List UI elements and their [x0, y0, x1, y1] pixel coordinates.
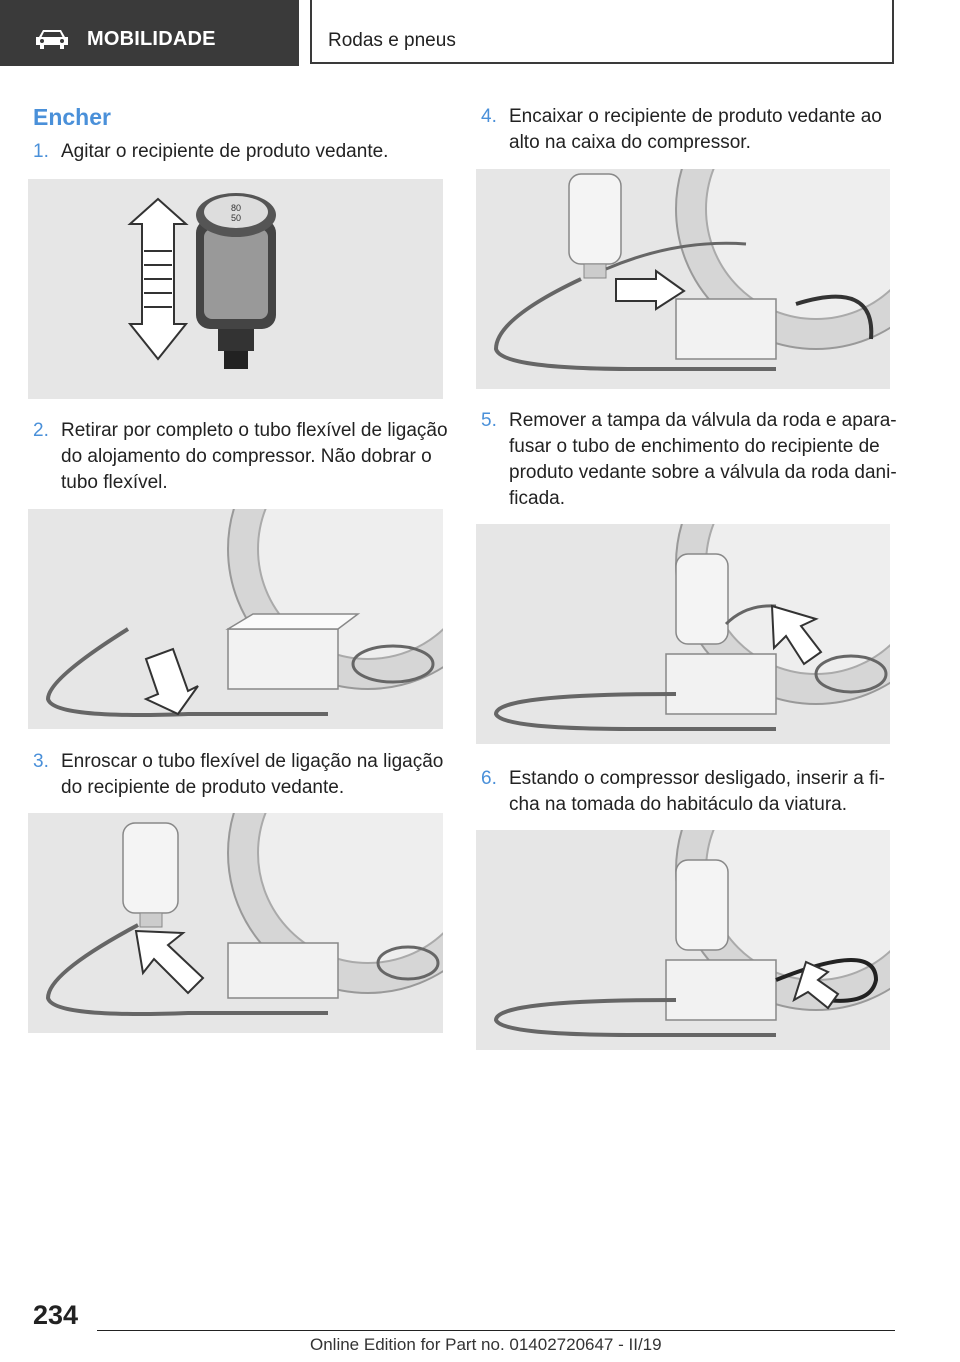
step-text-line: Retirar por completo o tubo flexível de ligação — [61, 420, 448, 441]
figure-remove-hose — [28, 509, 443, 729]
figure-screw-hose — [28, 813, 443, 1033]
step-text-line: alto na caixa do compressor. — [509, 132, 751, 153]
step-number: 6. — [481, 768, 497, 789]
cap-label-top: 80 — [230, 203, 242, 213]
footer-edition: Online Edition for Part no. 01402720647 - II/19 — [310, 1335, 662, 1354]
step-text-line: produto vedante sobre a válvula da roda dani- — [509, 462, 897, 483]
step-text-line: do alojamento do compressor. Não dobrar o — [61, 446, 432, 467]
page-number: 234 — [33, 1300, 79, 1330]
step-number: 4. — [481, 106, 497, 127]
step-text-line: Agitar o recipiente de produto vedante. — [61, 141, 389, 162]
cap-label-bottom: 50 — [230, 213, 242, 223]
step-number: 2. — [33, 420, 49, 441]
step-number: 1. — [33, 141, 49, 162]
car-icon — [35, 28, 69, 50]
step-text-line: tubo flexível. — [61, 472, 168, 493]
footer-divider — [97, 1330, 895, 1331]
figure-insert-container — [476, 169, 890, 389]
chapter-label: Rodas e pneus — [328, 30, 456, 51]
figure-screw-valve — [476, 524, 890, 744]
step-text-line: Enroscar o tubo flexível de ligação na ligação — [61, 751, 444, 772]
step-text-line: ficada. — [509, 488, 565, 509]
step-text-line: do recipiente de produto vedante. — [61, 777, 345, 798]
step-text-line: fusar o tubo de enchimento do recipiente de — [509, 436, 880, 457]
figure-insert-plug — [476, 830, 890, 1050]
chapter-header — [310, 0, 894, 64]
step-text-line: cha na tomada do habitáculo da viatura. — [509, 794, 848, 815]
section-header — [0, 0, 299, 66]
step-text-line: Encaixar o recipiente de produto vedante ao — [509, 106, 882, 127]
step-number: 3. — [33, 751, 49, 772]
step-number: 5. — [481, 410, 497, 431]
section-heading: Encher — [33, 104, 111, 130]
section-label: MOBILIDADE — [87, 28, 216, 50]
step-text-line: Remover a tampa da válvula da roda e apara- — [509, 410, 897, 431]
step-text-line: Estando o compressor desligado, inserir a fi- — [509, 768, 885, 789]
figure-shake-sealant — [28, 179, 443, 399]
